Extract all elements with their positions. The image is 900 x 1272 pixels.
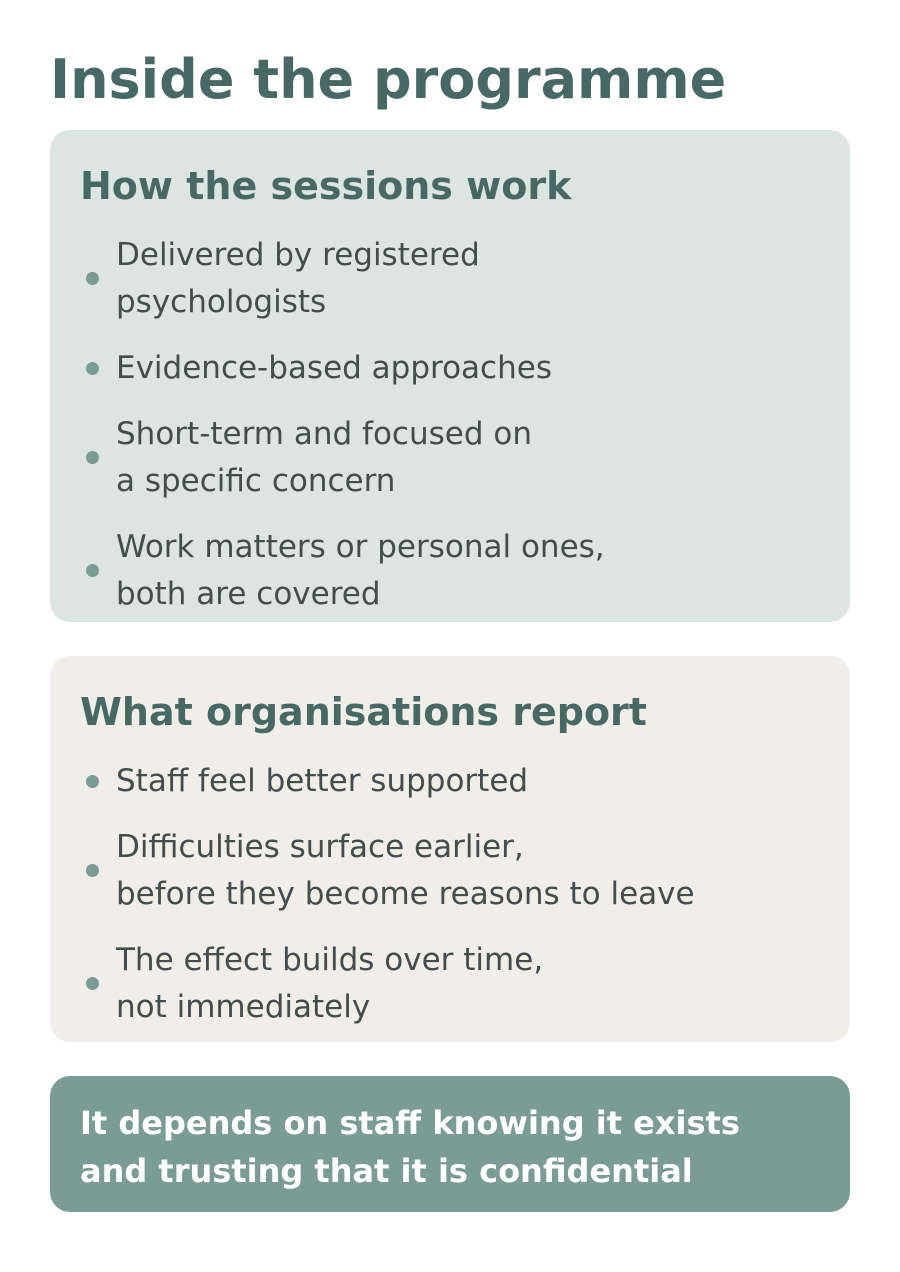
list-item xyxy=(80,345,820,392)
callout-text: It depends on staff knowing it exists and trusting that it is confidential xyxy=(80,1104,740,1190)
list-item xyxy=(80,824,820,918)
list-item xyxy=(80,232,820,326)
bullet-dot-icon xyxy=(86,864,99,877)
list-item-text: Evidence-based approaches xyxy=(116,349,552,386)
bullet-dot-icon xyxy=(86,775,99,788)
report-heading: What organisations report xyxy=(80,690,647,734)
sessions-heading: How the sessions work xyxy=(80,164,572,208)
list-item-text: Staff feel better supported xyxy=(116,762,529,799)
list-item xyxy=(80,937,820,1031)
list-item-text: The effect builds over time, not immediately xyxy=(116,941,544,1025)
list-item-text: Delivered by registered psychologists xyxy=(116,236,480,320)
list-item xyxy=(80,524,820,618)
report-card xyxy=(50,656,850,1042)
callout-banner xyxy=(50,1076,850,1212)
page-title: Inside the programme xyxy=(50,48,727,111)
sessions-card xyxy=(50,130,850,622)
list-item xyxy=(80,758,820,805)
list-item-text: Work matters or personal ones, both are covered xyxy=(116,528,605,612)
list-item-text: Short-term and focused on a specific concern xyxy=(116,415,532,499)
sessions-list xyxy=(80,232,820,618)
bullet-dot-icon xyxy=(86,451,99,464)
bullet-dot-icon xyxy=(86,564,99,577)
list-item xyxy=(80,411,820,505)
report-list xyxy=(80,758,820,1031)
bullet-dot-icon xyxy=(86,362,99,375)
bullet-dot-icon xyxy=(86,272,99,285)
list-item-text: Difficulties surface earlier, before they become reasons to leave xyxy=(116,828,695,912)
bullet-dot-icon xyxy=(86,977,99,990)
